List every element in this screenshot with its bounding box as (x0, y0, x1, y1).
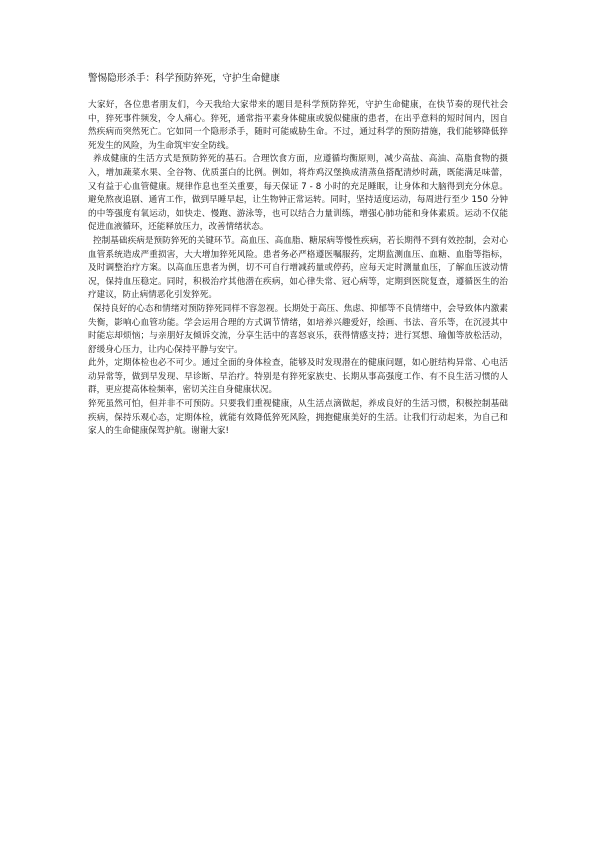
document-page (88, 72, 508, 439)
paragraph-chronic-disease: 控制基础疾病是预防猝死的关键环节。高血压、高血脂、糖尿病等慢性疾病，若长期得不到有效控制，会对心血管系统造成严重损害，大大增加猝死风险。患者务必严格遵医嘱服药，定期监测血压、血糖、血脂等指标，及时调整治疗方案。以高血压患者为例，切不可自行增减药量或停药，应每天定时测量血压，了解血压波动情况，保持血压稳定。同时，积极治疗其他潜在疾病，如心律失常、冠心病等，定期到医院复查，遵循医生的治疗建议，防止病情恶化引发猝死。 (88, 235, 508, 301)
document-title: 警惕隐形杀手：科学预防猝死，守护生命健康 (88, 73, 280, 84)
paragraph-conclusion: 猝死虽然可怕，但并非不可预防。只要我们重视健康，从生活点滴做起，养成良好的生活习惯，积极控制基础疾病，保持乐观心态，定期体检，就能有效降低猝死风险，拥抱健康美好的生活。让我们行动起来，为自己和家人的生命健康保驾护航。谢谢大家! (88, 399, 508, 437)
paragraph-intro: 大家好，各位患者朋友们，今天我给大家带来的题目是科学预防猝死，守护生命健康，在快节奏的现代社会中，猝死事件频发，令人痛心。猝死，通常指平素身体健康或貌似健康的患者，在出乎意料的短时间内，因自然疾病而突然死亡。它如同一个隐形杀手，随时可能威胁生命。不过，通过科学的预防措施，我们能够降低猝死发生的风险，为生命筑牢安全防线。 (88, 100, 508, 151)
paragraph-mood: 保持良好的心态和情绪对预防猝死同样不容忽视。长期处于高压、焦虑、抑郁等不良情绪中，会导致体内激素失衡，影响心血管功能。学会运用合理的方式调节情绪，如培养兴趣爱好，绘画、书法、音乐等，在沉浸其中时能忘却烦恼；与亲朋好友倾诉交流，分享生活中的喜怒哀乐，获得情感支持；进行冥想、瑜伽等放松活动，舒缓身心压力，让内心保持平静与安宁。 (88, 303, 508, 355)
paragraph-lifestyle: 养成健康的生活方式是预防猝死的基石。合理饮食方面，应遵循均衡原则，减少高盐、高油、高脂食物的摄入，增加蔬菜水果、全谷物、优质蛋白的比例。例如，将炸鸡汉堡换成清蒸鱼搭配清炒时蔬，既能满足味蕾，又有益于心血管健康。规律作息也至关重要，每天保证 7 - 8 小时的充足睡眠，让身体和大脑得到充分休息。避免熬夜追剧、通宵工作，做到早睡早起，让生物钟正常运转。同时，坚持适度运动，每周进行至少 150 分钟的中等强度有氧运动，如快走、慢跑、游泳等，也可以结合力量训练，增强心肺功能和身体素质。运动不仅能促进血液循环，还能释放压力，改善情绪状态。 (88, 154, 508, 233)
paragraph-checkup: 此外，定期体检也必不可少。通过全面的身体检查，能够及时发现潜在的健康问题，如心脏结构异常、心电活动异常等，做到早发现、早诊断、早治疗。特别是有猝死家族史、长期从事高强度工作、有不良生活习惯的人群，更应提高体检频率，密切关注自身健康状况。 (88, 358, 508, 396)
